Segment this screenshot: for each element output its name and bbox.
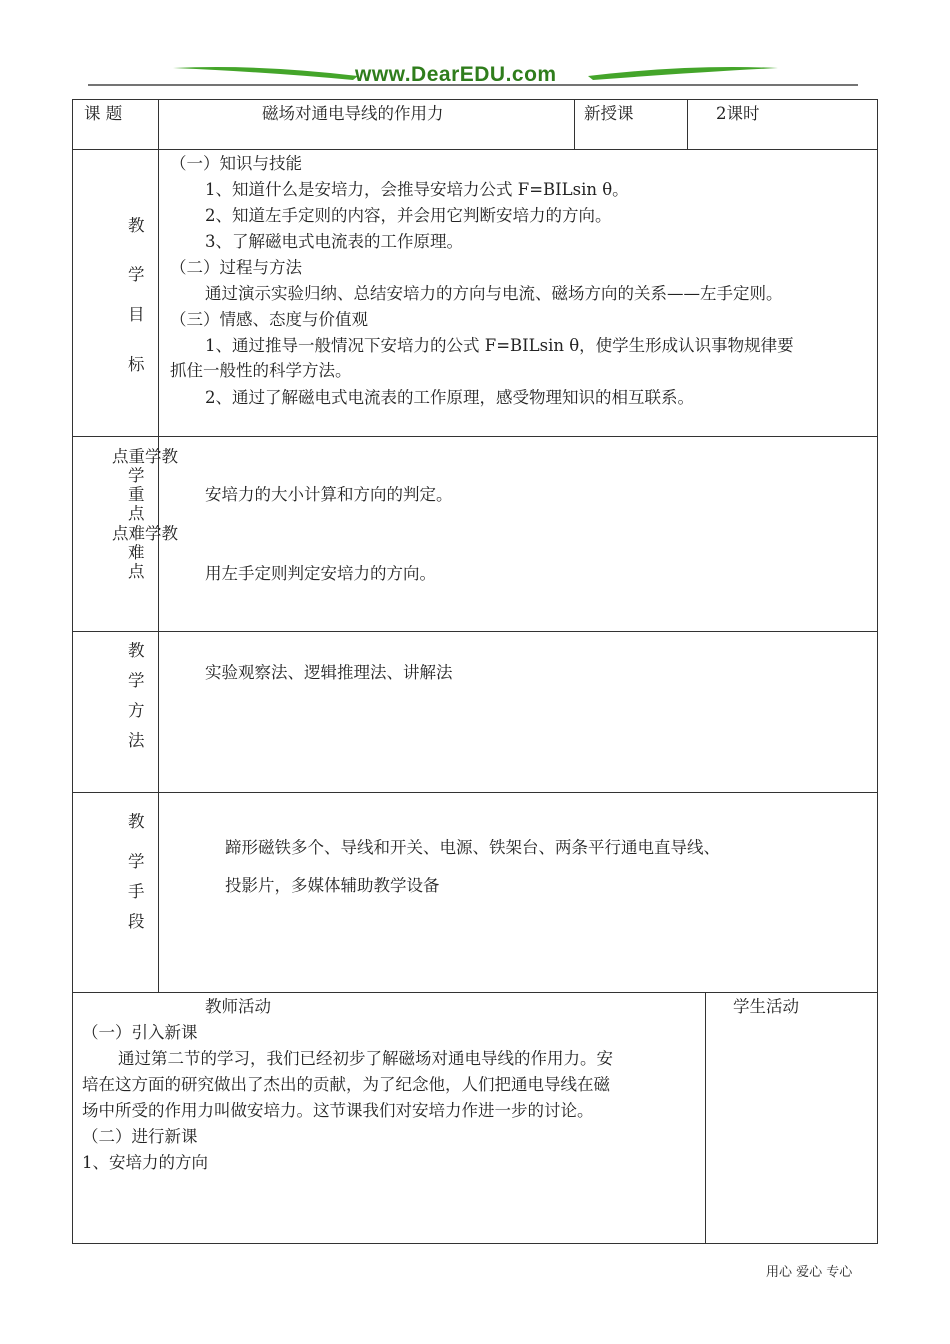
objective-line: 2、通过了解磁电式电流表的工作原理，感受物理知识的相互联系。 xyxy=(205,388,694,407)
methods-text: 实验观察法、逻辑推理法、讲解法 xyxy=(205,663,453,682)
activity-line: 1、安培力的方向 xyxy=(82,1153,208,1172)
objectives-label-char: 教 xyxy=(128,216,145,235)
objective-line: 抓住一般性的科学方法。 xyxy=(170,361,352,380)
activity-line: （二）进行新课 xyxy=(82,1127,198,1146)
difficulties-label-char: 点 xyxy=(128,562,145,581)
objective-line: 2、知道左手定则的内容，并会用它判断安培力的方向。 xyxy=(205,206,612,225)
student-activity-header: 学生活动 xyxy=(733,997,799,1016)
lesson-type: 新授课 xyxy=(584,104,634,123)
tools-label-char: 学 xyxy=(128,852,145,871)
methods-label-char: 学 xyxy=(128,671,145,690)
key-points-label-char: 学 xyxy=(128,466,145,485)
course-label: 课 题 xyxy=(84,104,123,123)
tools-text-line: 投影片，多媒体辅助教学设备 xyxy=(225,876,440,895)
difficulties-label: 点难学教 xyxy=(112,524,178,543)
activity-line: 通过第二节的学习，我们已经初步了解磁场对通电导线的作用力。安 xyxy=(118,1049,613,1068)
methods-label-char: 法 xyxy=(128,731,145,750)
tools-label-char: 段 xyxy=(128,912,145,931)
tools-label-char: 手 xyxy=(128,882,145,901)
activity-line: （一）引入新课 xyxy=(82,1023,198,1042)
difficulties-label-char: 难 xyxy=(128,543,145,562)
objective-line: 1、知道什么是安培力，会推导安培力公式 F=BILsin θ。 xyxy=(205,180,629,199)
objectives-label-char: 目 xyxy=(128,305,145,324)
key-points-label-char: 点 xyxy=(128,504,145,523)
objectives-label-char: 标 xyxy=(128,355,145,374)
tools-label-char: 教 xyxy=(128,812,145,831)
objective-line: （三）情感、态度与价值观 xyxy=(170,310,368,329)
objective-line: （二）过程与方法 xyxy=(170,258,302,277)
objective-line: （一）知识与技能 xyxy=(170,154,302,173)
difficulties-text: 用左手定则判定安培力的方向。 xyxy=(205,564,436,583)
site-logo[interactable]: www.DearEDU.com xyxy=(355,63,557,86)
footer-text: 用心 爱心 专心 xyxy=(766,1265,853,1280)
objectives-label-char: 学 xyxy=(128,265,145,284)
objective-line: 3、了解磁电式电流表的工作原理。 xyxy=(205,232,463,251)
teacher-activity-header: 教师活动 xyxy=(205,997,271,1016)
methods-label-char: 教 xyxy=(128,641,145,660)
lesson-title: 磁场对通电导线的作用力 xyxy=(262,104,444,123)
methods-label-char: 方 xyxy=(128,701,145,720)
key-points-label: 点重学教 xyxy=(112,447,178,466)
objective-line: 1、通过推导一般情况下安培力的公式 F=BILsin θ，使学生形成认识事物规律要 xyxy=(205,336,794,355)
key-points-label-char: 重 xyxy=(128,485,145,504)
activity-line: 培在这方面的研究做出了杰出的贡献，为了纪念他，人们把通电导线在磁 xyxy=(82,1075,610,1094)
objective-line: 通过演示实验归纳、总结安培力的方向与电流、磁场方向的关系——左手定则。 xyxy=(205,284,783,303)
activity-line: 场中所受的作用力叫做安培力。这节课我们对安培力作进一步的讨论。 xyxy=(82,1101,594,1120)
lesson-hours: 2课时 xyxy=(716,104,760,123)
key-points-text: 安培力的大小计算和方向的判定。 xyxy=(205,485,453,504)
tools-text-line: 蹄形磁铁多个、导线和开关、电源、铁架台、两条平行通电直导线、 xyxy=(225,838,720,857)
